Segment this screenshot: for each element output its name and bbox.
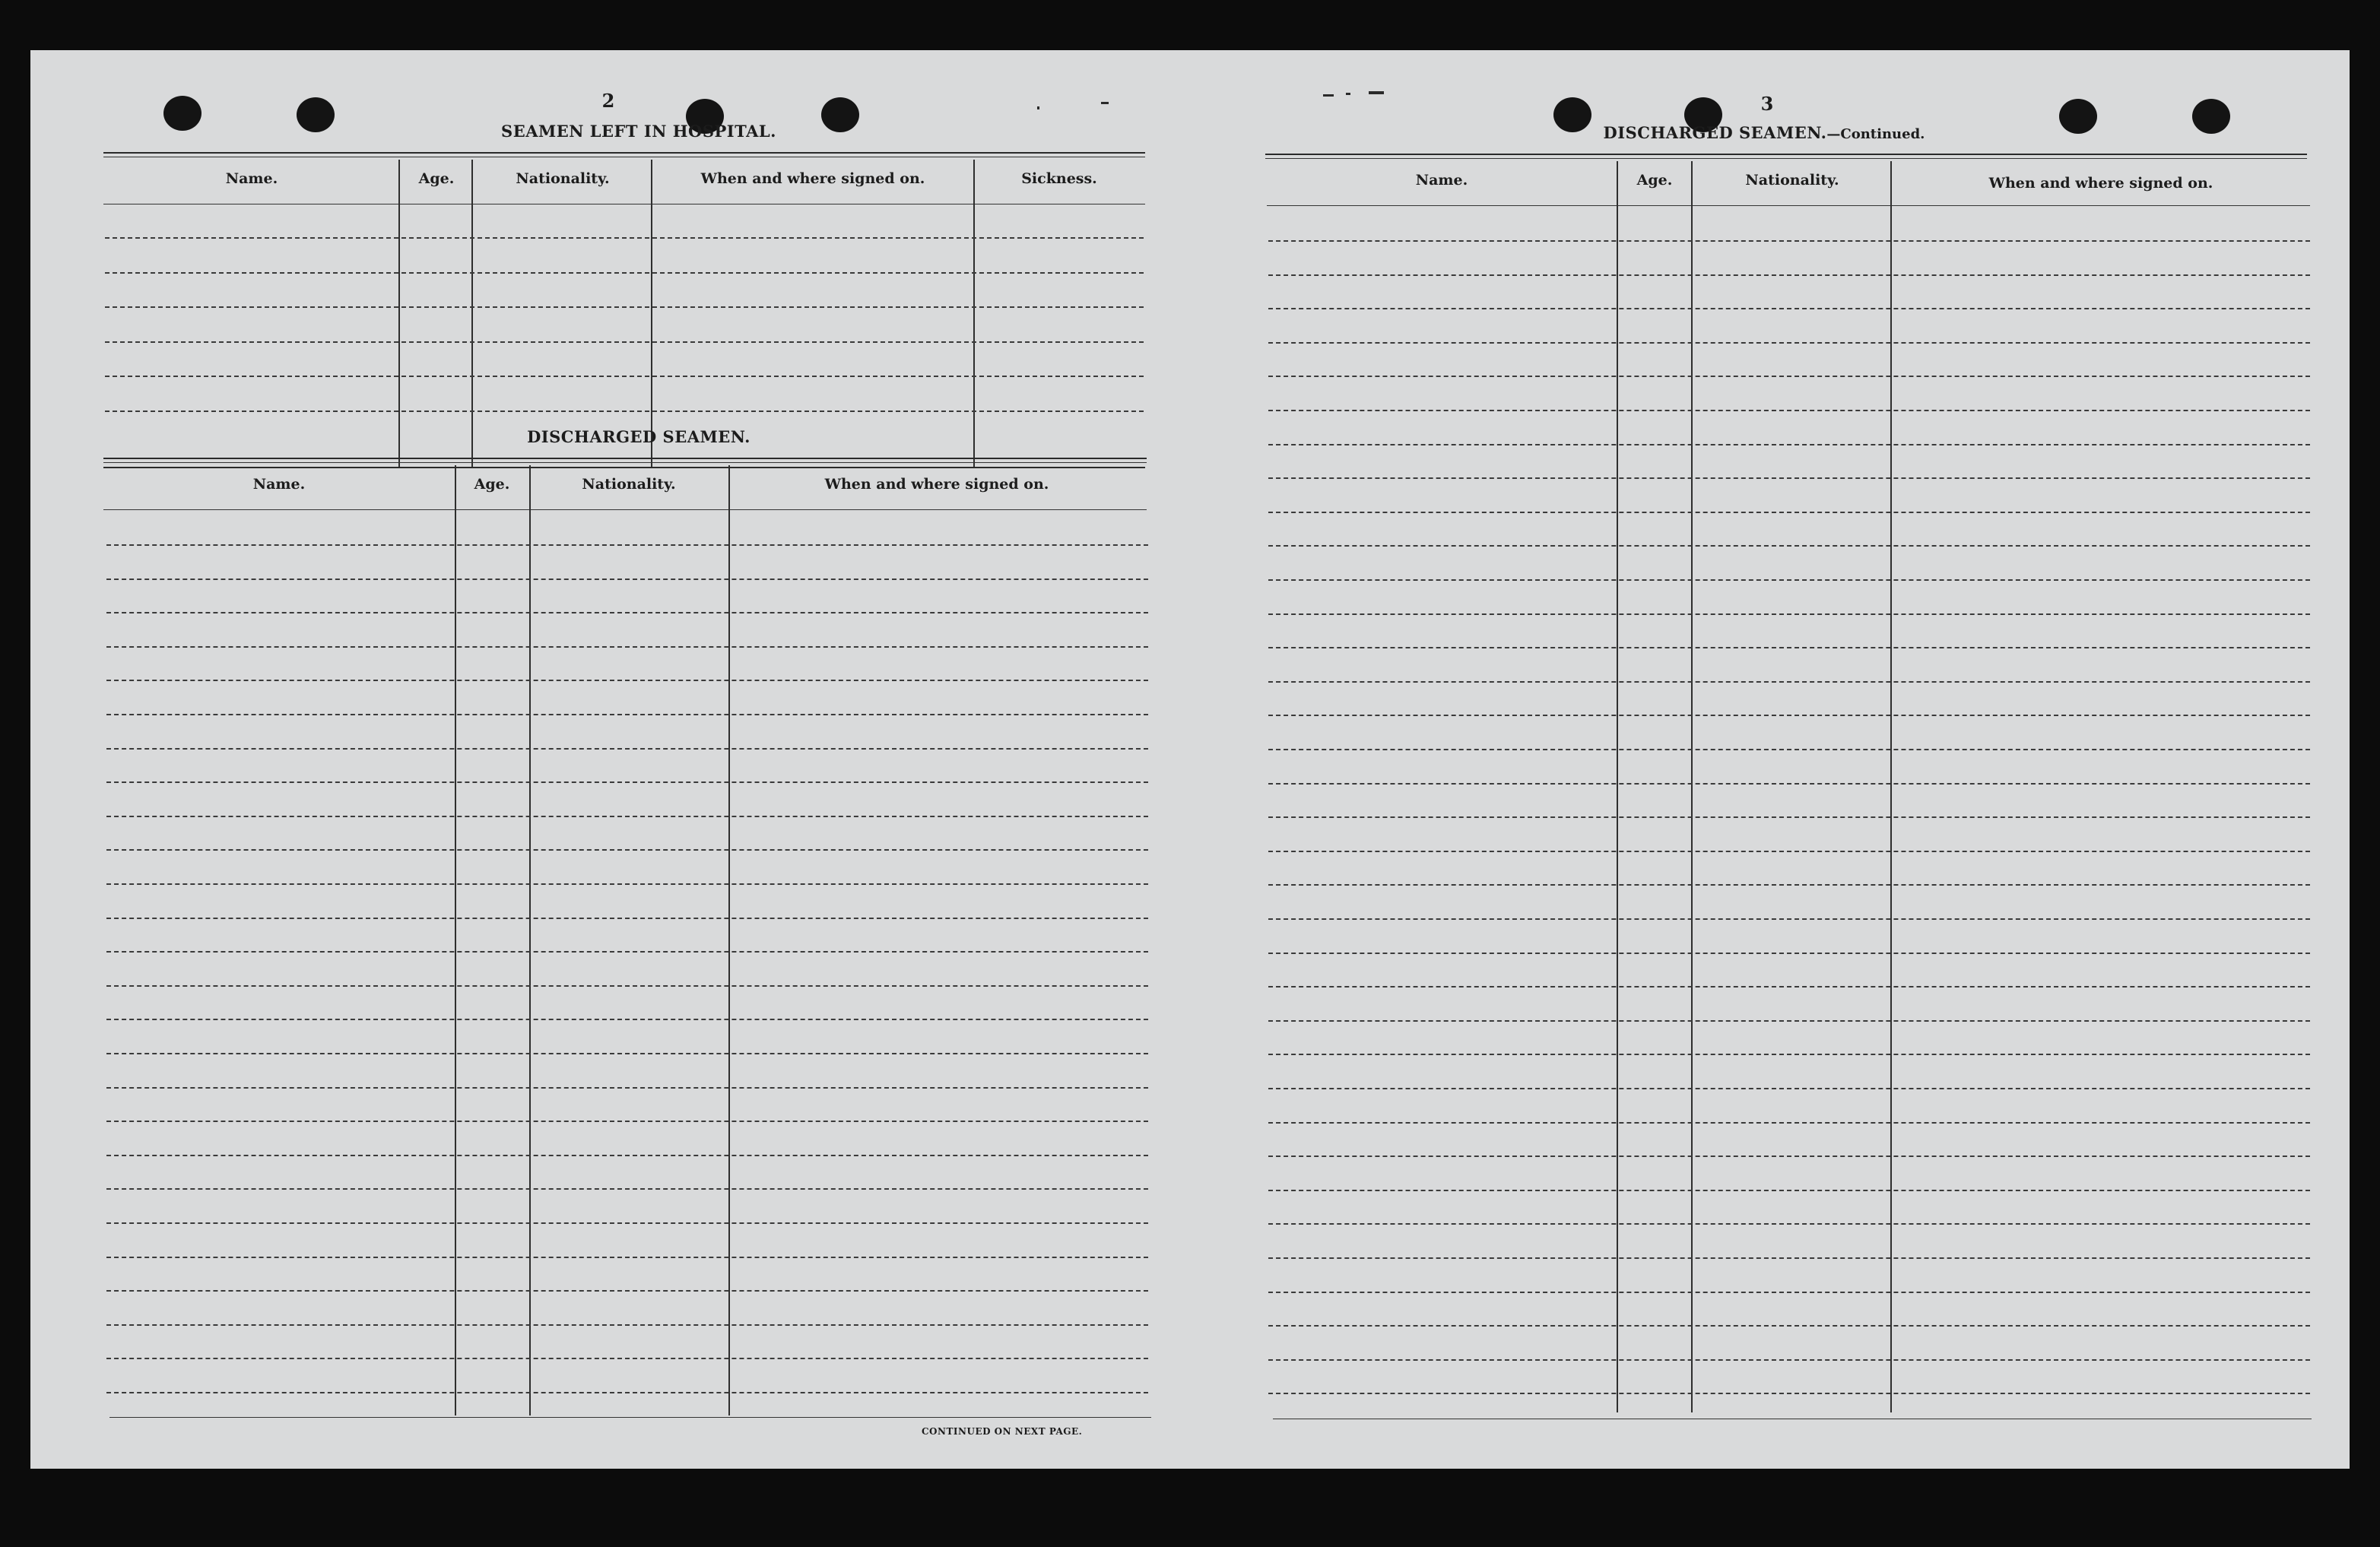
entry-row-line [105, 306, 1144, 308]
entry-row-line [105, 376, 1144, 377]
entry-row-line [106, 714, 1148, 715]
entry-row-line [1268, 816, 2310, 818]
column-header-signed-on: When and where signed on. [1988, 175, 2213, 192]
bottom-rule [109, 1417, 1151, 1418]
column-divider [973, 160, 975, 467]
column-header-age: Age. [474, 476, 510, 493]
entry-row-line [1268, 410, 2310, 411]
entry-row-line [106, 1019, 1148, 1020]
column-divider [529, 465, 531, 1415]
top-rule [103, 152, 1145, 154]
column-divider [398, 160, 400, 467]
punch-hole [2192, 99, 2230, 134]
column-header-nationality: Nationality. [516, 170, 610, 187]
entry-row-line [106, 1121, 1148, 1122]
column-header-age: Age. [418, 170, 455, 187]
entry-row-line [1268, 1223, 2310, 1225]
entry-row-line [106, 646, 1148, 648]
entry-row-line [106, 816, 1148, 817]
entry-row-line [1268, 1257, 2310, 1259]
entry-row-line [1268, 1088, 2310, 1089]
entry-row-line [106, 748, 1148, 750]
entry-row-line [1268, 1325, 2310, 1327]
discharged-top-rule [103, 462, 1147, 463]
entry-row-line [1268, 342, 2310, 344]
entry-row-line [1268, 545, 2310, 547]
entry-row-line [1268, 376, 2310, 377]
entry-row-line [1268, 783, 2310, 785]
continued-note: CONTINUED ON NEXT PAGE. [922, 1426, 1083, 1437]
entry-row-line [1268, 884, 2310, 886]
entry-row-line [105, 341, 1144, 343]
entry-row-line [106, 612, 1148, 613]
discharged-top-rule [103, 458, 1147, 459]
section-title-text: DISCHARGED SEAMEN. [1603, 123, 1827, 142]
entry-row-line [1268, 715, 2310, 716]
entry-row-line [1268, 1359, 2310, 1361]
entry-row-line [106, 918, 1148, 919]
entry-row-line [1268, 1054, 2310, 1055]
entry-row-line [1268, 1190, 2310, 1191]
entry-row-line [1268, 749, 2310, 750]
entry-row-line [106, 1290, 1148, 1292]
header-underline [103, 509, 1147, 510]
entry-row-line [106, 579, 1148, 580]
header-underline [1267, 205, 2310, 206]
column-header-nationality: Nationality. [582, 476, 676, 493]
entry-row-line [106, 985, 1148, 987]
entry-row-line [1268, 579, 2310, 581]
page-number: 2 [601, 90, 615, 112]
entry-row-line [1268, 477, 2310, 479]
entry-row-line [1268, 918, 2310, 920]
section-rule [103, 467, 1145, 468]
column-header-sickness: Sickness. [1021, 170, 1097, 187]
entry-row-line [106, 1053, 1148, 1054]
entry-row-line [106, 1188, 1148, 1190]
entry-row-line [1268, 1393, 2310, 1394]
punch-hole [297, 97, 335, 132]
entry-row-line [106, 1257, 1148, 1258]
entry-row-line [106, 544, 1148, 546]
punch-hole [2059, 99, 2097, 134]
column-header-name: Name. [225, 170, 278, 187]
ink-speck [1323, 94, 1334, 97]
punch-hole [163, 96, 202, 131]
section-title-discharged-continued [1582, 123, 1947, 142]
ink-speck [1346, 93, 1350, 95]
entry-row-line [1268, 444, 2310, 445]
entry-row-line [105, 411, 1144, 412]
punch-hole [821, 97, 859, 132]
column-header-name: Name. [252, 476, 306, 493]
column-divider [471, 160, 473, 467]
column-header-age: Age. [1636, 172, 1673, 189]
entry-row-line [106, 1222, 1148, 1224]
entry-row-line [106, 1324, 1148, 1326]
top-rule [1265, 154, 2307, 155]
column-divider [455, 465, 456, 1415]
entry-row-line [106, 849, 1148, 851]
entry-row-line [105, 237, 1144, 239]
column-header-nationality: Nationality. [1745, 172, 1839, 189]
page-number: 3 [1760, 93, 1774, 115]
ink-speck [1101, 102, 1109, 104]
top-rule [1265, 158, 2307, 159]
entry-row-line [106, 680, 1148, 681]
entry-row-line [1268, 274, 2310, 276]
column-divider [651, 160, 652, 467]
entry-row-line [1268, 1122, 2310, 1124]
entry-row-line [1268, 613, 2310, 615]
entry-row-line [1268, 681, 2310, 683]
section-title-suffix: —Continued. [1826, 126, 1925, 142]
entry-row-line [1268, 512, 2310, 513]
entry-row-line [1268, 1292, 2310, 1293]
entry-row-line [106, 781, 1148, 783]
section-title-discharged: DISCHARGED SEAMEN. [527, 427, 750, 446]
entry-row-line [106, 951, 1148, 953]
entry-row-line [1268, 986, 2310, 987]
entry-row-line [106, 1155, 1148, 1156]
entry-row-line [105, 272, 1144, 274]
entry-row-line [1268, 308, 2310, 309]
column-header-signed-on: When and where signed on. [700, 170, 925, 187]
ledger-sheet [30, 50, 2350, 1469]
entry-row-line [1268, 851, 2310, 852]
entry-row-line [106, 1358, 1148, 1359]
entry-row-line [1268, 953, 2310, 954]
entry-row-line [1268, 1155, 2310, 1157]
entry-row-line [1268, 240, 2310, 242]
entry-row-line [1268, 647, 2310, 648]
entry-row-line [106, 883, 1148, 885]
ink-speck [1369, 91, 1384, 94]
entry-row-line [106, 1392, 1148, 1393]
section-title-hospital: SEAMEN LEFT IN HOSPITAL. [501, 122, 776, 141]
ink-speck [1037, 106, 1039, 109]
entry-row-line [106, 1087, 1148, 1089]
column-header-name: Name. [1415, 172, 1468, 189]
column-header-signed-on: When and where signed on. [824, 476, 1049, 493]
entry-row-line [1268, 1020, 2310, 1022]
column-divider [728, 465, 730, 1415]
